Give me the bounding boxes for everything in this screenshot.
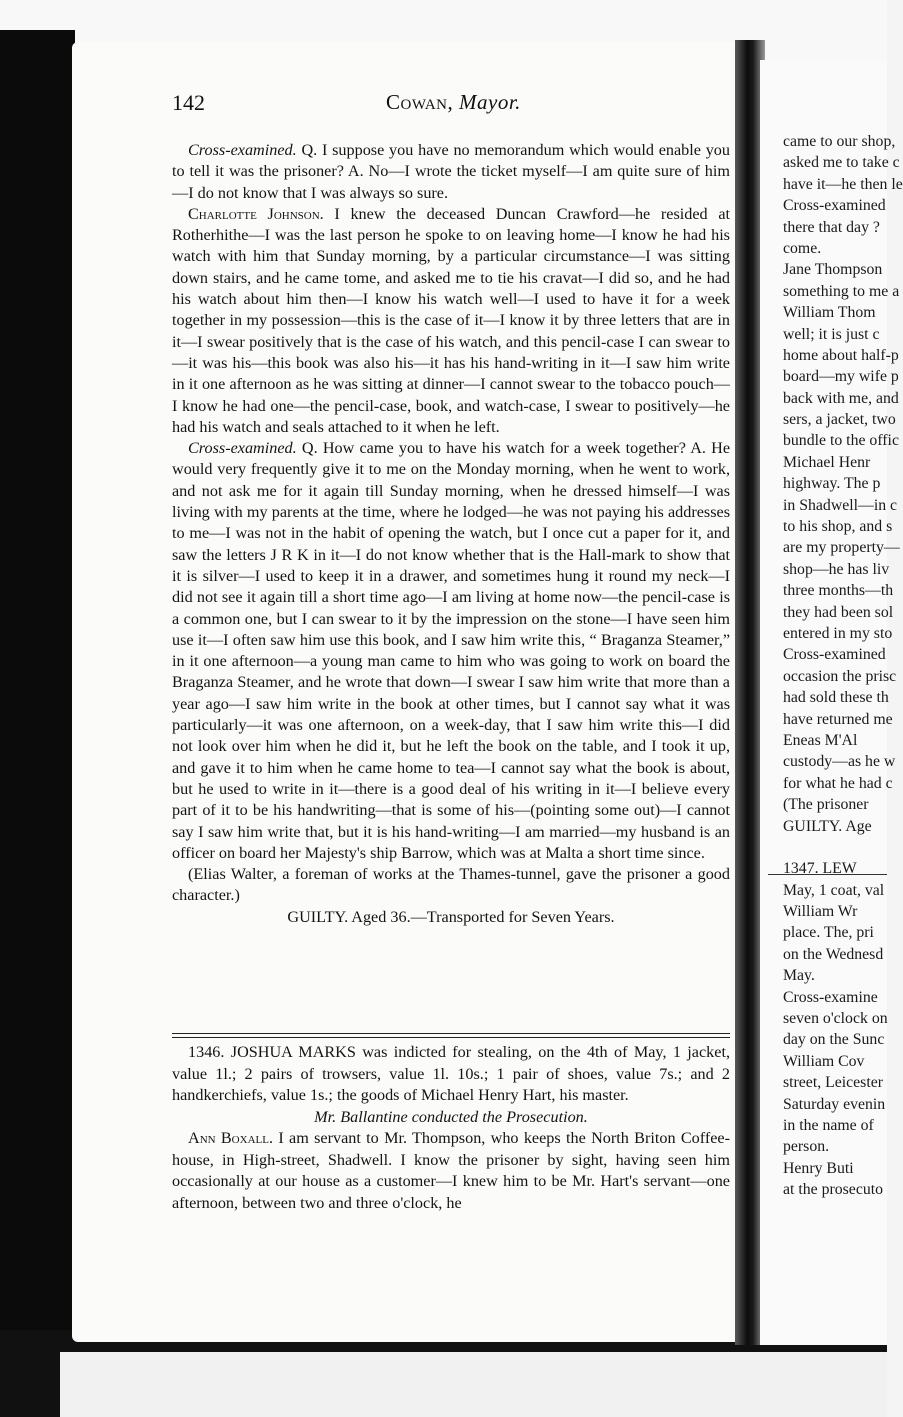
right-page-line: GUILTY. Age	[783, 817, 872, 835]
right-page-line: have returned me	[783, 710, 893, 728]
right-page-line: May.	[783, 967, 815, 985]
witness-boxall-text: I am servant to Mr. Thompson, who keeps the North Briton Coffee-house, in High-street, Shadwell. I know the prisoner by sight, having seen him occasionally at our house as a customer—I knew him to be Mr. Hart's servant—one afternoon, between two and three o'clock, he	[172, 1129, 730, 1212]
right-page-line: came to our shop,	[783, 133, 896, 150]
witness-testimony	[172, 204, 730, 438]
right-page-line: custody—as he w	[783, 753, 896, 771]
cross-examination-2	[172, 438, 730, 864]
right-page-line: well; it is just c	[783, 325, 880, 343]
right-page-line: occasion the prisc	[783, 667, 897, 685]
cross-examined-label: Cross-examined.	[188, 141, 297, 159]
right-page-line: had sold these th	[783, 689, 889, 707]
left-scan-shadow	[0, 30, 75, 1350]
right-page-line	[783, 837, 887, 858]
case-1346-marks	[172, 1042, 730, 1214]
prosecution-note: Mr. Ballantine conducted the Prosecution.	[314, 1107, 588, 1126]
right-page-line: May, 1 coat, val	[783, 881, 885, 899]
right-page-line: shop—he has liv	[783, 560, 890, 578]
right-page-line: come.	[783, 239, 822, 257]
right-page-text	[783, 131, 903, 1201]
right-page-line: Michael Henr	[783, 453, 871, 471]
right-page-line: are my property—	[783, 539, 900, 557]
right-page-line: sers, a jacket, two	[783, 411, 896, 429]
right-page-line: something to me a	[783, 282, 900, 300]
right-page-line: 1347. LEW	[783, 860, 857, 878]
case-separator-rule	[172, 1033, 730, 1034]
right-page-line: William Wr	[783, 903, 858, 921]
cross-examined-label: Cross-examined.	[188, 439, 297, 458]
right-page-line: there that day ?	[783, 218, 880, 236]
right-page-rule	[768, 874, 887, 875]
right-page-line: Cross-examined	[783, 646, 886, 664]
right-page-line: Henry Buti	[783, 1159, 854, 1177]
right-page-line: Eneas M'Al	[783, 731, 858, 749]
case-separator-rule-thin	[172, 1037, 730, 1038]
right-page-line: entered in my sto	[783, 624, 893, 642]
right-page-line: in Shadwell—in c	[783, 496, 898, 514]
title-name: Cowan,	[386, 90, 454, 114]
indictment: 1346. JOSHUA MARKS was indicted for stealing, on the 4th of May, 1 jacket, value 1l.; 2 pairs of trowsers, value 1l. 10s.; 1 pair of shoes, value 7s.; and 2 handkerchiefs, value 1s.; the goods of Michael Henry Hart, his master.	[172, 1043, 730, 1104]
right-page-line: back with me, and	[783, 389, 899, 407]
right-page-line: asked me to take c	[783, 154, 900, 172]
page-number: 142	[172, 90, 205, 115]
title-role: Mayor.	[459, 90, 521, 114]
right-page-line: day on the Sunc	[783, 1031, 885, 1049]
case-1346-body	[172, 140, 730, 928]
right-page-line: board—my wife p	[783, 368, 899, 386]
right-page-line: Jane Thompson	[783, 261, 883, 279]
cross-examination-1	[172, 140, 730, 204]
right-page-line: William Cov	[783, 1052, 865, 1070]
right-page-line: they had been sol	[783, 603, 894, 621]
right-page-line: Cross-examine	[783, 988, 878, 1006]
right-page-line: Cross-examined	[783, 197, 886, 215]
right-page-line: home about half-p	[783, 346, 899, 364]
right-page-line: on the Wednesd	[783, 945, 884, 963]
right-page-line: bundle to the offic	[783, 432, 899, 450]
right-page-line: to his shop, and s	[783, 518, 893, 536]
right-page-line: three months—th	[783, 582, 894, 600]
character-note: (Elias Walter, a foreman of works at the Thames-tunnel, gave the prisoner a good character.)	[172, 865, 730, 905]
right-page-line: Saturday evenin	[783, 1095, 886, 1113]
right-page-line: William Thom	[783, 304, 876, 322]
cross-examination-2-text: Q. How came you to have his watch for a week together? A. He would very frequently give it to me on the Monday morning, when he went to work, and not ask me for it again till Sunday morning, when he dressed himself—I was living with my parents at the time, where he lodged—he was not paying his addresses to me—I was not in the habit of opening the watch, but I once cut a paper for it, and saw the letters J R K in it—I do not know whether that is the Hall-mark to show that it is silver—I used to keep it in a drawer, and sometimes hung it round my neck—I did not see it again till a short time ago—I am living at home now—the pencil-case is a common one, but I can swear to it by the impression on the stone—I have seen him use it—I often saw him use this book, and I saw him write this, “ Braganza Steamer,” in it one afternoon—a young man came to him who was going to work on board the Braganza Steamer, and he wrote that down—I swear I saw him write that more than a year ago—I saw him write in the book at other times, but I cannot say what it was particularly—it was one afternoon, on a week-day, that I saw him write this—I did not look over him when he did it, but he left the book on the table, and I took it up, and gave it to him when he came home to tea—I cannot say what the book is about, but he used to write in it—there is a good deal of his writing in it—I believe every part of it to be his handwriting—that is some of his—(pointing some out)—I cannot say I saw him write that, but it is his hand-writing—I am married—my husband is an officer on board her Majesty's ship Barrow, which was at Malta a short time since.	[172, 439, 731, 862]
right-page-line: person.	[783, 1138, 830, 1156]
witness-testimony-text: I knew the deceased Duncan Crawford—he resided at Rotherhithe—I was the last person he spoke to on leaving home—I know he had his watch with him that Sunday morning, by a particular circumstance—I was sitting down stairs, and he came tome, and asked me to tie his cravat—I did so, and he had his watch about him then—I know his watch well—I used to have it for a week together in my possession—this is the case of it—I know it by three letters that are in it—I swear positively that is the case of his watch, and this pencil-case I can swear to—it was his—this book was also his—it has his hand-writing in it—I saw him write in it one afternoon as he was sitting at dinner—I cannot swear to the tobacco pouch—I know he had one—the pencil-case, book, and watch-case, I swear to positively—he had his watch and seals attached to it when he left.	[172, 204, 731, 436]
right-page-line: highway. The p	[783, 475, 881, 493]
witness-boxall	[172, 1128, 730, 1214]
right-page-line: (The prisoner	[783, 796, 869, 814]
running-title	[386, 90, 521, 115]
right-page-line: have it—he then le	[783, 175, 903, 193]
witness-name: Ann Boxall.	[188, 1129, 274, 1147]
right-page-line: at the prosecuto	[783, 1181, 884, 1199]
running-header	[172, 90, 732, 120]
witness-name: Charlotte Johnson.	[188, 204, 324, 223]
right-page-line: for what he had c	[783, 774, 893, 792]
cross-examination-1-text: Q. I suppose you have no memorandum which would enable you to tell it was the prisoner? A. No—I wrote the ticket myself—I am quite sure of him—I do not know that I was always so sure.	[172, 141, 730, 202]
right-page-line: street, Leicester	[783, 1074, 883, 1092]
right-page-line: in the name of	[783, 1116, 874, 1134]
right-page-line: seven o'clock on	[783, 1010, 888, 1028]
next-page-edge	[60, 1352, 887, 1417]
verdict: GUILTY. Aged 36.—Transported for Seven Years.	[287, 907, 615, 926]
right-page-line: place. The, pri	[783, 924, 874, 942]
